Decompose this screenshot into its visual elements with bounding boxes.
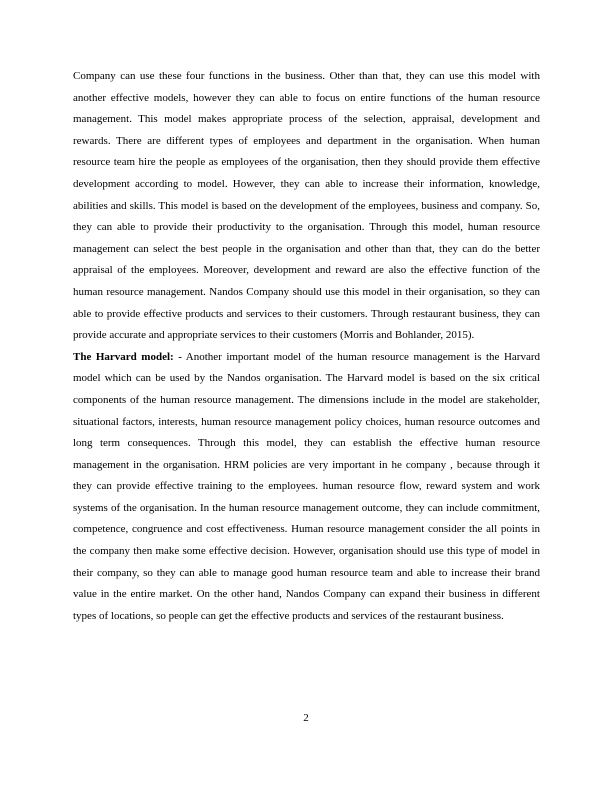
paragraph-text: Another important model of the human resource management is the Harvard model which can be used by the Nandos organisation. The Harvard model is based on the six critical components of the human resource management. The dimensions include in the model are stakeholder, situational factors, interests, human resource management policy choices, human resource outcomes and long term consequences. Through this model, they can establish the effective human resource management in the organisation. HRM policies are very important in he company , because through it they can provide effective training to the employees. human resource flow, reward system and work systems of the organisation. In the human resource management outcome, they can include commitment, competence, congruence and cost effectiveness. Human resource management consider the all points in the company then make some effective decision. However, organisation should use this type of model in their company, so they can able to manage good human resource team and able to increase their brand value in the entire market. On the other hand, Nandos Company can expand their business in different types of locations, so people can get the effective products and services of the restaurant business.: [73, 350, 540, 622]
document-body: [73, 66, 540, 627]
section-heading-harvard-model: The Harvard model: -: [73, 350, 182, 363]
page-number: 2: [303, 712, 309, 724]
paragraph-harvard-model: [73, 347, 540, 628]
paragraph-text: Company can use these four functions in the business. Other than that, they can use this model with another effective models, however they can able to focus on entire functions of the human resource management. This model makes appropriate process of the selection, appraisal, development and rewards. There are different types of employees and department in the organisation. When human resource team hire the people as employees of the organisation, then they should provide them effective development according to model. However, they can able to increase their information, knowledge, abilities and skills. This model is based on the development of the employees, business and company. So, they can able to provide their productivity to the organisation. Through this model, human resource management can select the best people in the organisation and other than that, they can do the better appraisal of the employees. Moreover, development and reward are also the effective function of the human resource management. Nandos Company should use this model in their organisation, so they can able to provide effective products and services to their customers. Through restaurant business, they can provide accurate and appropriate services to their customers (Morris and Bohlander, 2015).: [73, 70, 540, 342]
paragraph-hrm-model: [73, 66, 540, 347]
